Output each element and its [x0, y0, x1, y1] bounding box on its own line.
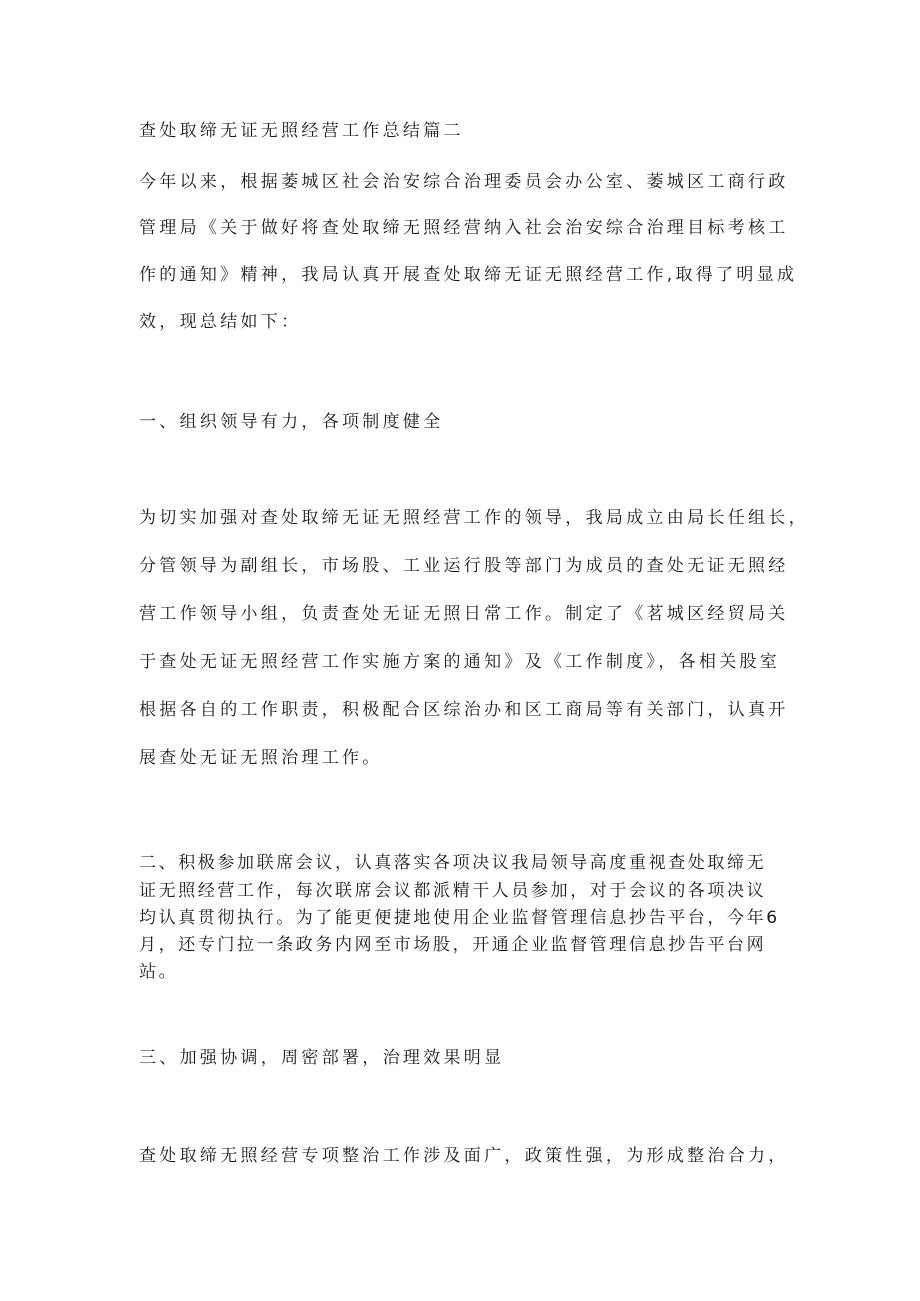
section2-line: 均认真贯彻执行。为了能更便捷地使用企业监督管理信息抄告平台，今年6	[139, 908, 780, 928]
section3-heading: 三、加强协调，周密部署，治理效果明显	[139, 1048, 505, 1068]
section1-heading: 一、组织领导有力，各项制度健全	[139, 412, 444, 432]
section3-line: 查处取缔无照经营专项整治工作涉及面广，政策性强，为形成整治合力，	[139, 1146, 789, 1166]
section1-line: 分管领导为副组长，市场股、工业运行股等部门为成员的查处无证无照经	[139, 556, 789, 576]
section1-line: 为切实加强对查处取缔无证无照经营工作的领导，我局成立由局长任组长，	[139, 508, 809, 528]
section2-line: 证无照经营工作，每次联席会议都派精干人员参加，对于会议的各项决议	[139, 881, 767, 901]
section2-line: 站。	[139, 962, 179, 982]
intro-line: 作的通知》精神，我局认真开展查处取缔无证无照经营工作,取得了明显成	[139, 265, 798, 285]
section1-line: 根据各自的工作职责，积极配合区综治办和区工商局等有关部门，认真开	[139, 700, 789, 720]
intro-line: 管理局《关于做好将查处取缔无照经营纳入社会治安综合治理目标考核工	[139, 218, 789, 238]
section1-line: 展查处无证无照治理工作。	[139, 748, 383, 768]
document-title: 查处取缔无证无照经营工作总结篇二	[139, 121, 464, 141]
section2-line: 二、积极参加联席会议，认真落实各项决议我局领导高度重视查处取缔无	[139, 853, 767, 873]
intro-line: 今年以来，根据萎城区社会治安综合治理委员会办公室、萎城区工商行政	[139, 172, 789, 192]
section1-line: 营工作领导小组，负责查处无证无照日常工作。制定了《茗城区经贸局关	[139, 604, 789, 624]
section1-line: 于查处无证无照经营工作实施方案的通知》及《工作制度》，各相关股室	[139, 652, 781, 672]
intro-line: 效，现总结如下：	[139, 312, 302, 332]
section2-line: 月，还专门拉一条政务内网至市场股，开通企业监督管理信息抄告平台网	[139, 935, 767, 955]
